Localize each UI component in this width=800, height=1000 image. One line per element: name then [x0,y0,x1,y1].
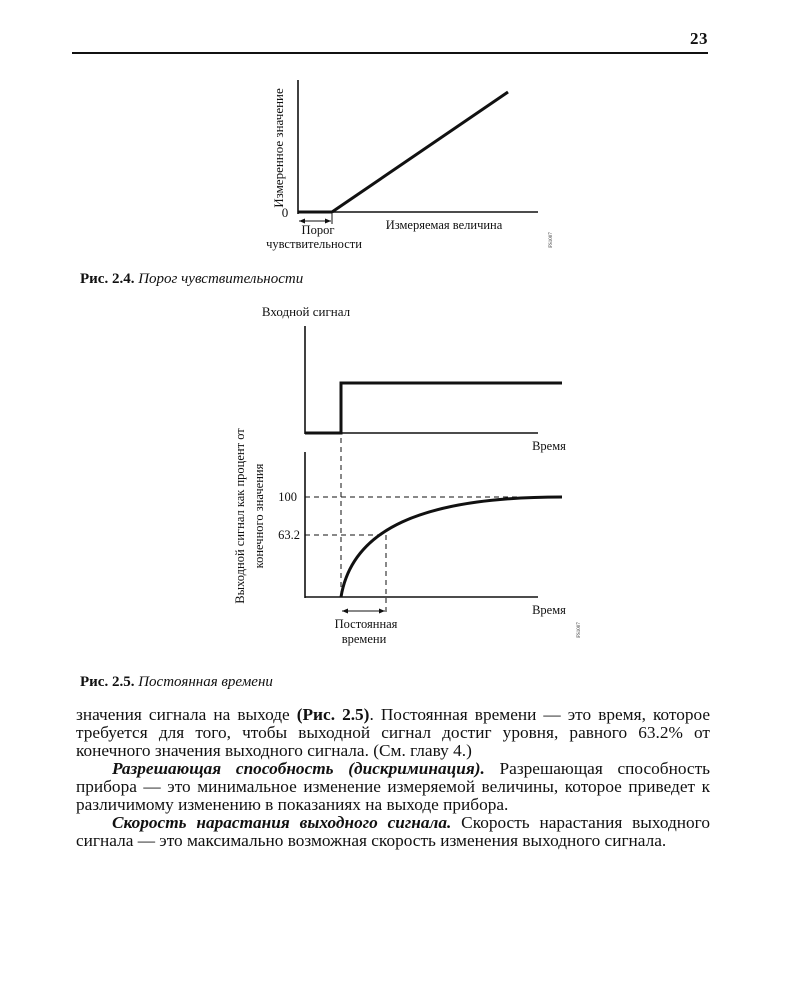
figure-2-5 [0,298,800,658]
body-p1-text-a: значения сигнала на выходе [76,705,297,724]
body-p1-figure-ref: (Рис. 2.5) [296,705,370,724]
fig24-threshold-label-line1: Порог [301,223,335,237]
figure-2-5-caption-title: Постоянная времени [138,674,273,690]
body-p3-text: Скорость нарастания выходного сигнала — это максимально возможная скорость изменения выходного сигнала. [76,813,710,850]
figure-2-4-caption-number: Рис. 2.4. [80,271,135,287]
fig24-side-code: FS1007 [549,232,554,248]
body-paragraph-slew-rate [76,814,710,850]
fig24-y-axis-label: Измеренное значение [271,88,286,208]
fig24-threshold-label-line2: чувствительности [266,237,362,251]
fig25-y-axis-label-line2: конечного значения [252,463,266,569]
fig25-side-code: FS1007 [577,622,582,638]
header-rule [72,52,708,54]
figure-2-4-caption [80,271,303,288]
fig25-y-axis-label-line1: Выходной сигнал как процент от [233,428,247,604]
fig25-input-step [305,383,562,433]
figure-2-5-caption-number: Рис. 2.5. [80,674,135,690]
body-paragraph-time-constant [76,706,710,760]
body-p2-term: Разрешающая способность (дискриминация). [112,759,485,778]
fig24-zero-label: 0 [281,205,289,220]
fig25-tau-arrowhead-right [379,609,385,614]
fig25-tau-arrowhead-left [342,609,348,614]
fig25-tick-63: 63.2 [278,528,300,542]
fig25-input-label: Входной сигнал [261,304,351,319]
figure-2-4-caption-title: Порог чувствительности [138,271,304,287]
fig24-response-line [332,92,508,212]
body-p2-text: Разрешающая способность прибора — это минимальное изменение измеряемой величины, которое приведет к различимому изменению в показаниях на выходе прибора. [76,759,711,814]
body-paragraph-resolution [76,760,710,814]
fig25-time-label-bottom: Время [532,603,566,617]
body-p1-text-b: . Постоянная времени — это время, которое требуется для того, чтобы выходной сигнал достиг уровня, равного 63.2% от конечного значения выходного сигнала. (См. главу 4.) [76,705,711,760]
page-number: 23 [690,29,708,48]
fig25-response-curve [341,497,562,597]
fig25-time-label-top: Время [532,439,566,453]
fig25-time-constant-line2: времени [341,632,387,646]
fig25-time-constant-line1: Постоянная [334,617,398,631]
body-text [76,706,710,850]
fig24-x-axis-label: Измеряемая величина [385,218,503,232]
fig25-tick-100: 100 [278,490,297,504]
figure-2-5-caption [80,674,273,691]
body-p3-term: Скорость нарастания выходного сигнала. [112,813,452,832]
